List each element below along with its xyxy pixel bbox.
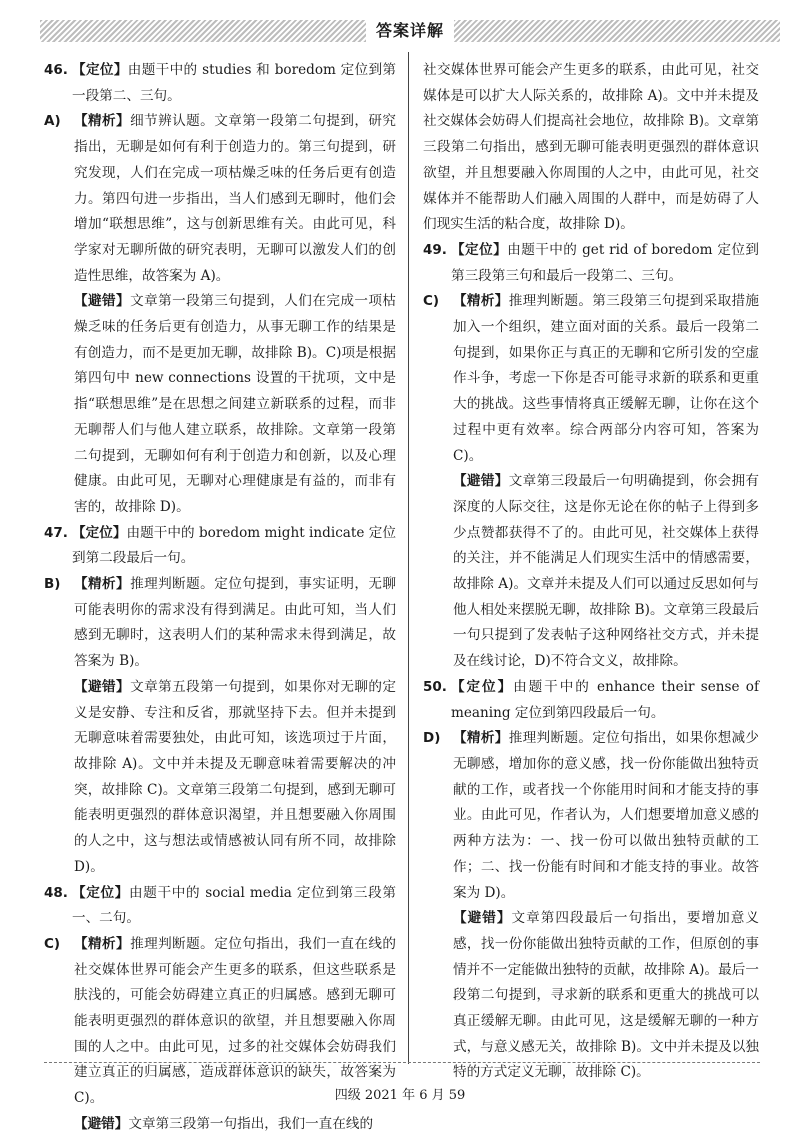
paragraph-body — [72, 881, 396, 932]
analysis-paragraph — [44, 572, 396, 675]
answer-letter: B) — [44, 576, 61, 593]
paragraph-body — [72, 521, 396, 572]
section-tag: 【精析】 — [74, 576, 131, 593]
error-analysis-paragraph — [423, 469, 759, 675]
paragraph-text: 文章第三段第一句指出，我们一直在线的 — [128, 1115, 374, 1132]
section-tag: 【避错】 — [74, 1115, 129, 1132]
section-tag: 【避错】 — [74, 293, 131, 310]
page-footer: 四级 2021 年 6 月 59 — [334, 1088, 466, 1103]
right-column — [423, 58, 759, 1086]
paragraph-text: 由题干中的 boredom might indicate 定位到第二段最后一句。 — [72, 524, 396, 567]
error-analysis-paragraph — [423, 906, 759, 1086]
bottom-dashed-rule — [44, 1062, 760, 1063]
left-column — [44, 58, 396, 1138]
section-tag: 【定位】 — [451, 241, 508, 258]
section-tag: 【精析】 — [74, 935, 131, 952]
paragraph-text: 文章第四段最后一句指出，要增加意义感，找一份你能做出独特贡献的工作，但原创的事情并不一定能做出独特的贡献，故排除 A)。最后一段第二句提到，寻求新的联系和更重大的挑战可以真正缓解无聊。由此可见，这是缓解无聊的一种方式，与意义感无关，故排除 B)。文中并未提及以独特的方式定义无聊，故排除 C)。 — [453, 910, 760, 1081]
paragraph-text: 推理判断题。定位句提到，事实证明，无聊可能表明你的需求没有得到满足。由此可知，当人们感到无聊时，这表明人们的某种需求未得到满足，故答案为 B)。 — [74, 576, 397, 670]
locate-paragraph — [44, 881, 396, 932]
analysis-paragraph — [423, 289, 759, 469]
question-number: 46. — [44, 62, 68, 78]
section-tag: 【定位】 — [451, 678, 514, 695]
locate-paragraph — [423, 675, 759, 726]
paragraph-body — [451, 238, 759, 289]
paragraph-text: 社交媒体世界可能会产生更多的联系，由此可见，社交媒体是可以扩大人际关系的，故排除 A)。文中并未提及社交媒体会妨碍人们提高社会地位，故排除 B)。文章第三段第二句指出，感到无聊可能表明更强烈的群体意识欲望，并且想要融入你周围的人之中，由此可见，社交媒体并不能帮助人们融入周围的人群中，而是妨碍了人们现实生活的粘合度，故排除 D)。 — [423, 62, 759, 233]
paragraph-text: 文章第五段第一句提到，如果你对无聊的定义是安静、专注和反省，那就坚持下去。但并未提到无聊意味着需要独处，由此可知，该选项过于片面，故排除 A)。文中并未提及无聊意味着需要解决的冲突，故排除 C)。文章第三段第二句提到，感到无聊可能表明更强烈的群体意识渴望，并且想要融入你周围的人之中，这与想法或情感被认同有所不同，故排除 D)。 — [74, 678, 397, 875]
question-number: 47. — [44, 524, 68, 541]
paragraph-body — [74, 572, 396, 675]
question-number: 48. — [44, 884, 68, 901]
answer-letter: C) — [44, 935, 61, 952]
section-tag: 【定位】 — [72, 62, 128, 78]
analysis-paragraph — [423, 726, 759, 906]
paragraph-text: 由题干中的 get rid of boredom 定位到第三段第三句和最后一段第二、三句。 — [451, 241, 759, 284]
paragraph-body — [74, 109, 396, 289]
section-tag: 【避错】 — [453, 473, 509, 490]
paragraph-body — [72, 58, 396, 109]
page-header-band — [40, 20, 780, 42]
paragraph-text: 由题干中的 studies 和 boredom 定位到第一段第二、三句。 — [72, 62, 396, 104]
paragraph-text: 细节辨认题。文章第一段第二句提到，研究指出，无聊是如何有利于创造力的。第三句提到，研究发现，人们在完成一项枯燥乏味的任务后更有创造力。第四句进一步指出，当人们感到无聊时，他们会增加“联想思维”，这与创新思维有关。由此可见，科学家对无聊所做的研究表明，无聊可以激发人们的创造性思维，故答案为 A)。 — [74, 113, 397, 284]
answer-letter: A) — [44, 113, 61, 130]
section-tag: 【精析】 — [74, 113, 131, 130]
column-divider — [408, 52, 409, 1064]
paragraph-body — [453, 289, 759, 469]
answer-letter: D) — [423, 730, 441, 747]
paragraph-text: 由题干中的 social media 定位到第三段第一、二句。 — [72, 884, 397, 927]
paragraph-text: 推理判断题。定位句指出，我们一直在线的社交媒体世界可能会产生更多的联系，但这些联系是肤浅的，可能会妨碍建立真正的归属感。感到无聊可能表明更强烈的群体意识的欲望，并且想要融入你周围的人之中。由此可见，过多的社交媒体会妨碍我们建立真正的归属感，造成群体意识的缺失，故答案为 C)。 — [74, 935, 397, 1107]
section-tag: 【定位】 — [72, 524, 127, 541]
error-analysis-paragraph — [44, 289, 396, 520]
locate-paragraph — [44, 58, 396, 109]
paragraph-body — [451, 675, 759, 726]
section-tag: 【精析】 — [453, 293, 509, 310]
analysis-paragraph — [44, 109, 396, 289]
paragraph-body — [453, 726, 759, 906]
question-number: 49. — [423, 241, 447, 258]
paragraph-text: 文章第三段最后一句明确提到，你会拥有深度的人际交往，这是你无论在你的帖子上得到多少点赞都获得不了的。由此可见，社交媒体上获得的关注，并不能满足人们现实生活中的情感需要，故排除 A)。文章并未提及人们可以通过反思如何与他人相处来摆脱无聊，故排除 B)。文章第三段最后一句只提到了发表帖子这种网络社交方式，并未提及在线讨论，D)不符合文义，故排除。 — [453, 473, 760, 670]
answer-letter: C) — [423, 293, 440, 310]
locate-paragraph — [44, 521, 396, 572]
paragraph-text: 由题干中的 enhance their sense of meaning 定位到第四段最后一句。 — [451, 678, 759, 721]
paragraph-continued — [423, 58, 759, 238]
question-number: 50. — [423, 678, 447, 695]
section-tag: 【精析】 — [453, 730, 509, 747]
locate-paragraph — [423, 238, 759, 289]
paragraph-text: 推理判断题。定位句指出，如果你想减少无聊感，增加你的意义感，找一份你能做出独特贡献的工作，或者找一个你能用时间和才能支持的事业。由此可见，作者认为，人们想要增加意义感的两种方法为：一、找一份可以做出独特贡献的工作；二、找一份能有时间和才能支持的事业。故答案为 D)。 — [453, 730, 760, 901]
paragraph-text: 推理判断题。第三段第三句提到采取措施加入一个组织，建立面对面的关系。最后一段第二句提到，如果你正与真正的无聊和它所引发的空虚作斗争，考虑一下你是否可能寻求新的联系和更重大的挑战。这些事情将真正缓解无聊，让你在这个过程中更有效率。综合两部分内容可知，答案为 C)。 — [453, 293, 760, 464]
error-analysis-paragraph — [44, 675, 396, 881]
section-tag: 【避错】 — [74, 678, 131, 695]
page-header-title: 答案详解 — [366, 20, 454, 42]
error-analysis-paragraph — [44, 1112, 396, 1138]
section-tag: 【避错】 — [453, 910, 512, 927]
section-tag: 【定位】 — [72, 884, 130, 901]
paragraph-text: 文章第一段第三句提到，人们在完成一项枯燥乏味的任务后更有创造力，从事无聊工作的结果是有创造力，而不是更加无聊，故排除 B)。C)项是根据第四句中 new connections 设置的干扰项，文中是指“联想思维”是在思想之间建立新联系的过程，而非无聊帮人们与他人建立联系，故排除。文章第一段第二句提到，无聊如何有利于创造力和创新，以及心理健康。由此可见，无聊对心理健康是有益的，而非有害的，故排除 D)。 — [74, 293, 397, 515]
